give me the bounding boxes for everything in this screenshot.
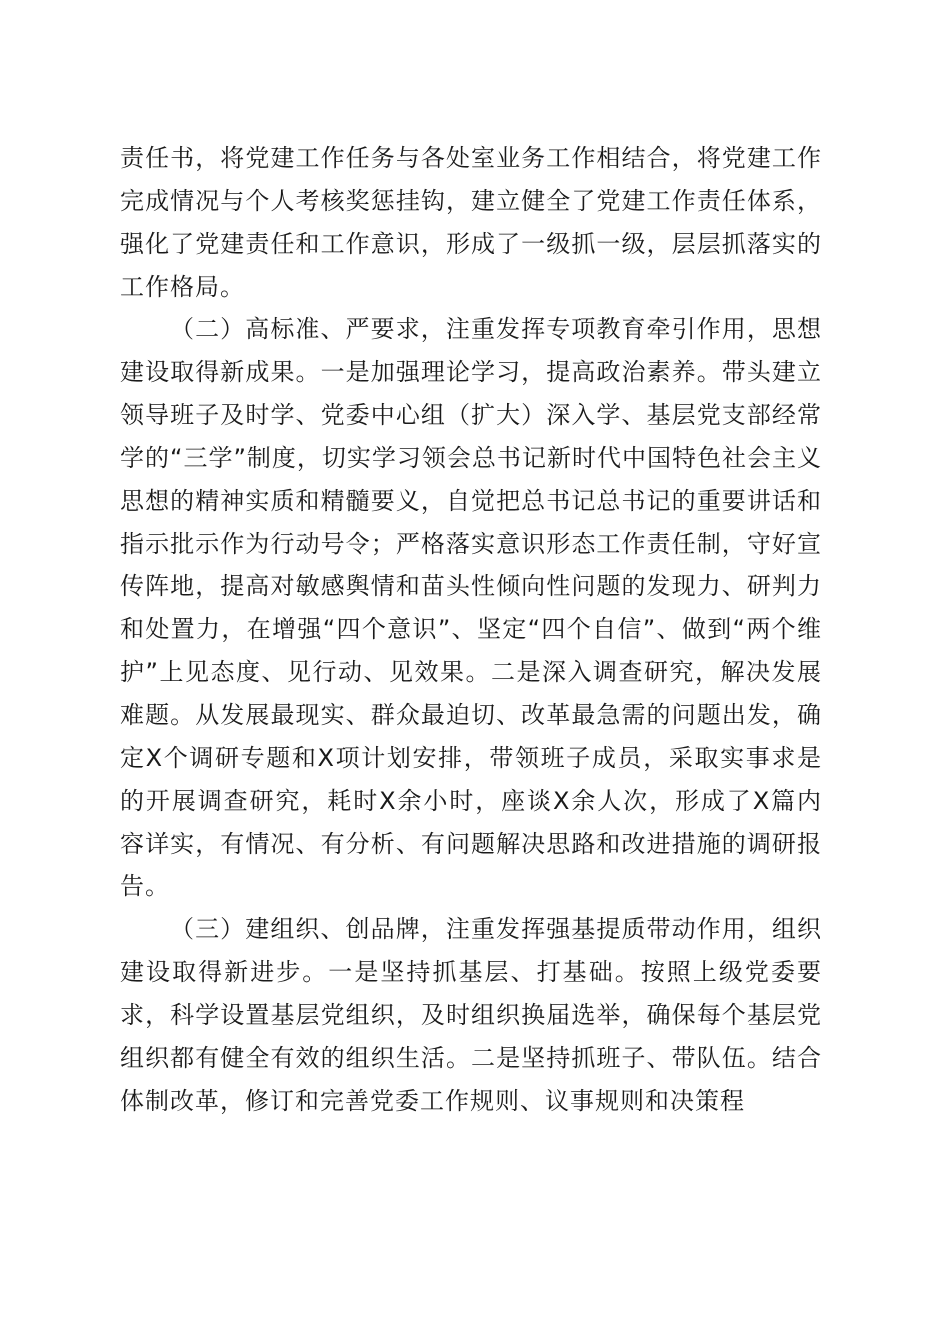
section-heading: （三）建组织、创品牌，注重发挥强基提质带动作用，组织 — [170, 915, 822, 944]
paragraph-continuation — [120, 137, 822, 308]
section-heading: （二）高标准、严要求，注重发挥专项教育牵引作用，思想 — [170, 315, 822, 344]
paragraph-body: 建设取得新成果。一是加强理论学习，提高政治素养。带头建立领导班子及时学、党委中心组（扩大）深入学、基层党支部经常学的“三学”制度，切实学习领会总书记新时代中国特色社会主义思想的精神实质和精髓要义，自觉把总书记总书记的重要讲话和指示批示作为行动号令；严格落实意识形态工作责任制，守好宣传阵地，提高对敏感舆情和苗头性倾向性问题的发现力、研判力和处置力，在增强“四个意识”、坚定“四个自信”、做到“两个维护”上见态度、见行动、见效果。二是深入调查研究，解决发展难题。从发展最现实、群众最迫切、改革最急需的问题出发，确定X个调研专题和X项计划安排，带领班子成员，采取实事求是的开展调查研究，耗时X余小时，座谈X余人次，形成了X篇内容详实，有情况、有分析、有问题解决思路和改进措施的调研报告。 — [120, 358, 822, 901]
paragraph-section-2 — [120, 308, 822, 908]
paragraph-body: 责任书，将党建工作任务与各处室业务工作相结合，将党建工作完成情况与个人考核奖惩挂钩，建立健全了党建工作责任体系，强化了党建责任和工作意识，形成了一级抓一级，层层抓落实的工作格局。 — [120, 144, 822, 301]
paragraph-body: 建设取得新进步。一是坚持抓基层、打基础。按照上级党委要求，科学设置基层党组织，及时组织换届选举，确保每个基层党组织都有健全有效的组织生活。二是坚持抓班子、带队伍。结合体制改革，修订和完善党委工作规则、议事规则和决策程 — [120, 958, 822, 1115]
paragraph-section-3 — [120, 908, 822, 1122]
document-page — [120, 137, 822, 1122]
